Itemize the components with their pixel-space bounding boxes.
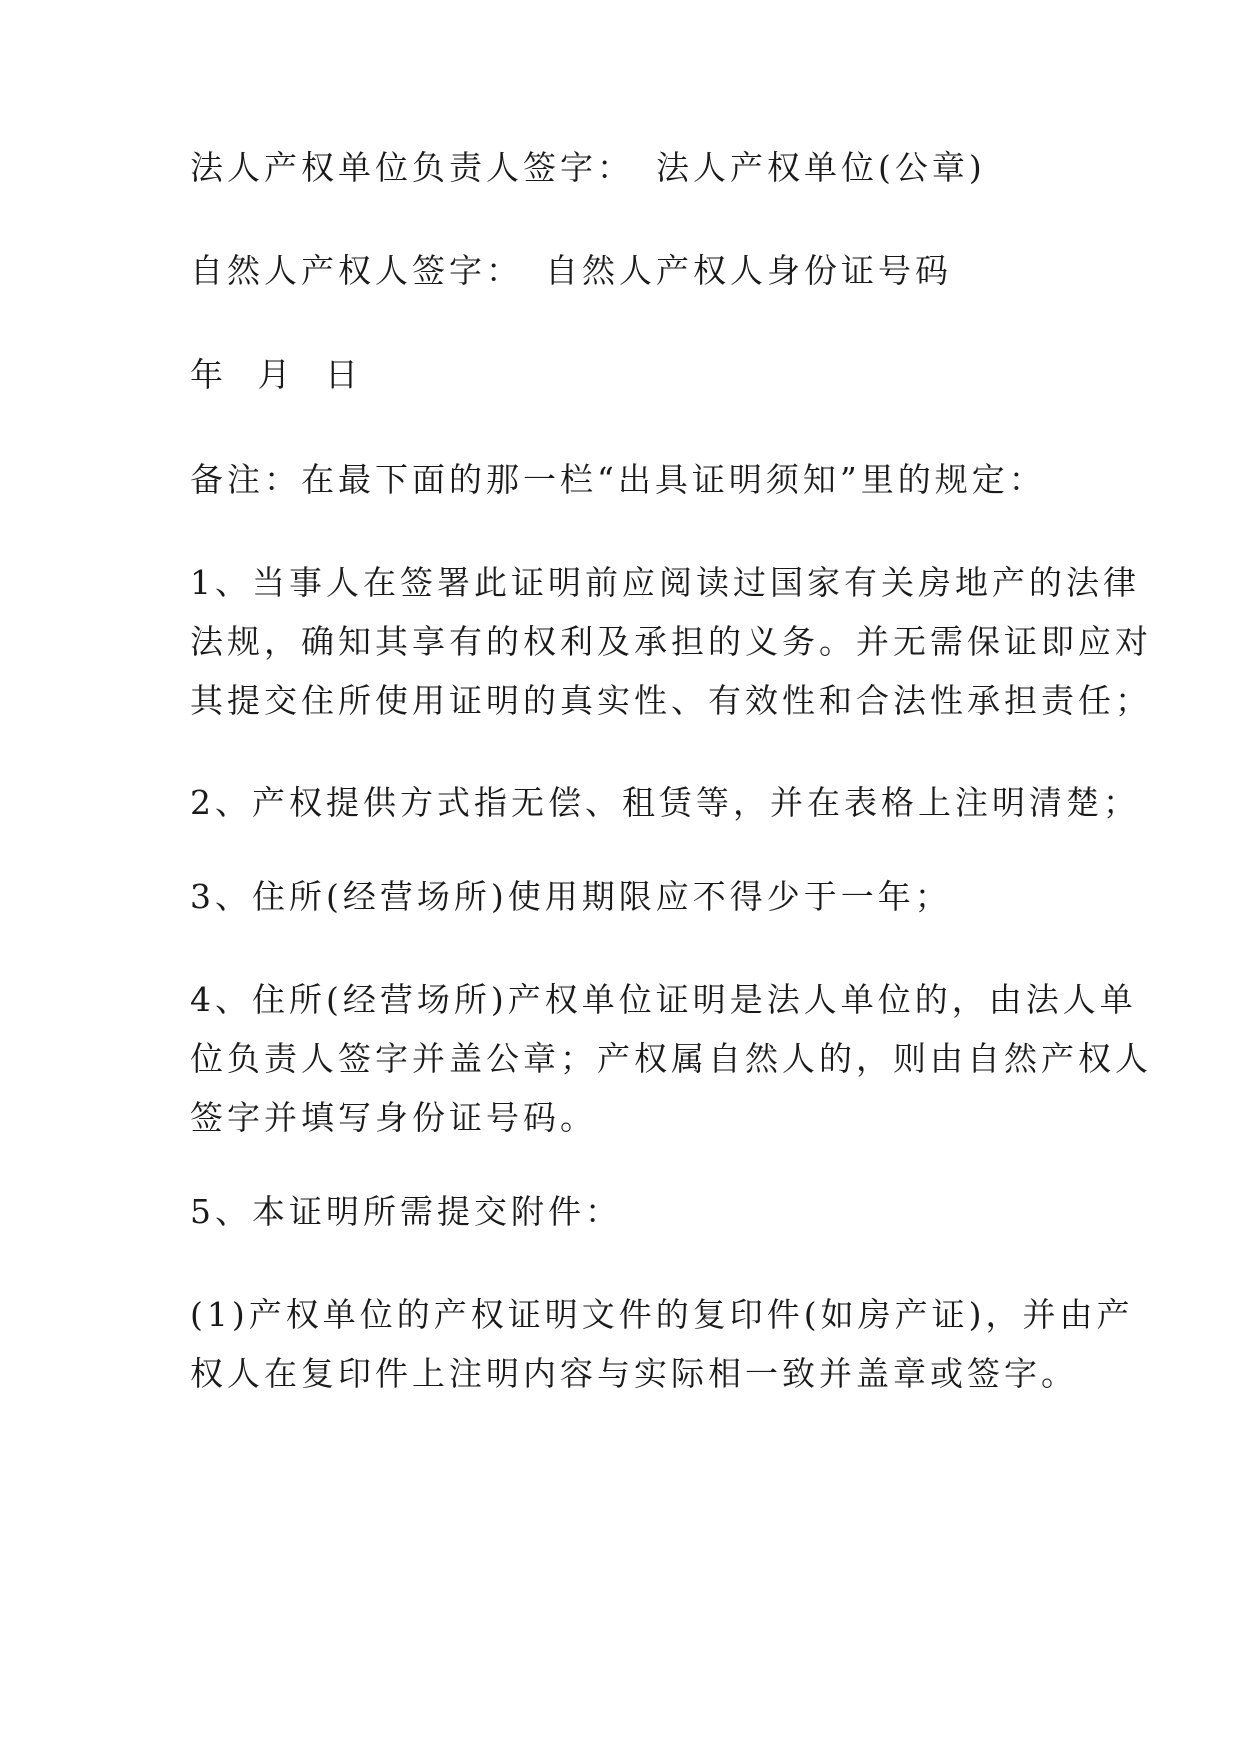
item-4-line: 4、住所(经营场所)产权单位证明是法人单位的，由法人单	[190, 980, 1137, 1019]
legal-seal-label: 法人产权单位(公章)	[656, 148, 986, 187]
person-id-label: 自然人产权人身份证号码	[545, 251, 952, 290]
item-4-line: 签字并填写身份证号码。	[190, 1098, 597, 1137]
person-signature-line	[190, 241, 1070, 300]
item-1-line: 法规，确知其享有的权利及承担的义务。并无需保证即应对	[190, 622, 1152, 661]
legal-signature-label: 法人产权单位负责人签字：	[190, 148, 634, 187]
item-1-paragraph	[190, 553, 1152, 730]
person-signature-label: 自然人产权人签字：	[190, 251, 523, 290]
item-4-line: 位负责人签字并盖公章；产权属自然人的，则由自然产权人	[190, 1039, 1152, 1078]
item-1-line: 其提交住所使用证明的真实性、有效性和合法性承担责任；	[190, 681, 1152, 720]
item-5-1-paragraph	[190, 1285, 1134, 1403]
item-4-paragraph	[190, 970, 1152, 1147]
item-5-1-line: 权人在复印件上注明内容与实际相一致并盖章或签字。	[190, 1354, 1078, 1393]
item-1-line: 1、当事人在签署此证明前应阅读过国家有关房地产的法律	[190, 563, 1140, 602]
date-line: 年 月 日	[190, 355, 370, 394]
item-3-line: 3、住所(经营场所)使用期限应不得少于一年；	[190, 877, 952, 916]
legal-signature-line	[190, 138, 1070, 197]
item-5-1-line: (1)产权单位的产权证明文件的复印件(如房产证)，并由产	[190, 1295, 1134, 1334]
remark-line: 备注：在最下面的那一栏“出具证明须知”里的规定：	[190, 460, 1046, 499]
item-2-line: 2、产权提供方式指无偿、租赁等，并在表格上注明清楚；	[190, 783, 1140, 822]
item-5-line: 5、本证明所需提交附件：	[190, 1192, 622, 1231]
